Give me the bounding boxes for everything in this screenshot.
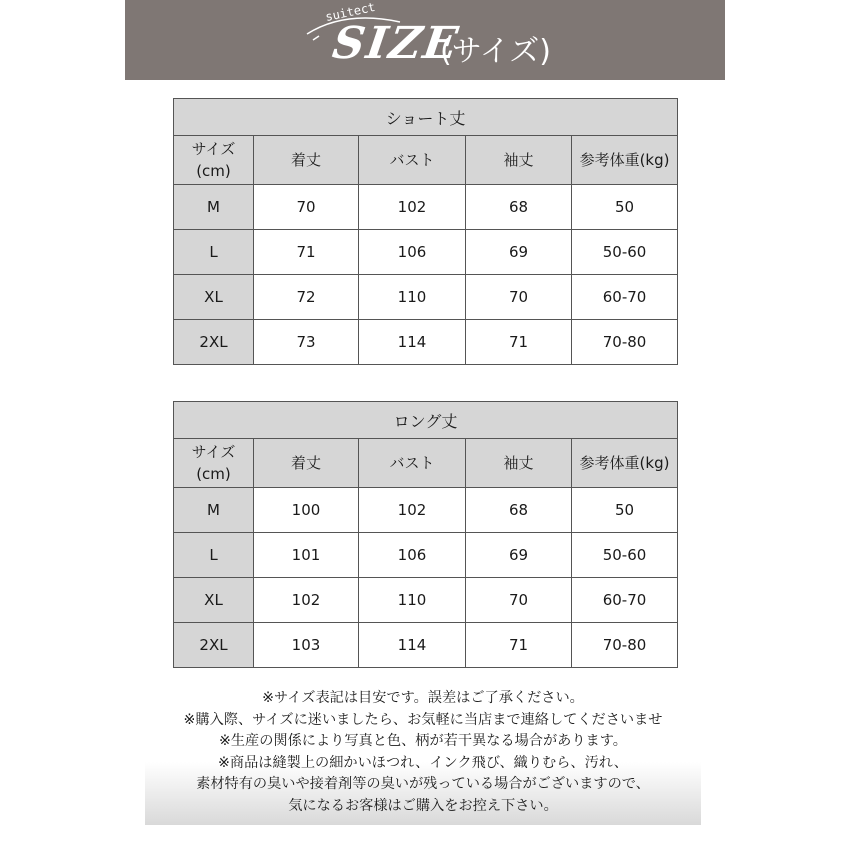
length-cell: 103: [254, 623, 359, 668]
bust-cell: 110: [359, 275, 466, 320]
length-cell: 102: [254, 578, 359, 623]
length-cell: 100: [254, 488, 359, 533]
size-cell: XL: [174, 578, 254, 623]
sleeve-cell: 70: [466, 578, 572, 623]
column-header-bust: バスト: [359, 439, 466, 488]
column-header-size: サイズ (cm): [174, 439, 254, 488]
note-line: ※購入際、サイズに迷いましたら、お気軽に当店まで連絡してくださいませ: [183, 711, 663, 728]
notes-section: [145, 685, 701, 825]
page-title: SIZE: [329, 18, 463, 69]
sleeve-cell: 71: [466, 320, 572, 365]
weight-cell: 60-70: [572, 578, 678, 623]
table-header-row: [174, 136, 678, 185]
length-cell: 70: [254, 185, 359, 230]
column-header-sleeve: 袖丈: [466, 136, 572, 185]
column-header-size: サイズ (cm): [174, 136, 254, 185]
column-header-weight: 参考体重(kg): [572, 439, 678, 488]
weight-cell: 60-70: [572, 275, 678, 320]
table-row: [174, 533, 678, 578]
column-header-length: 着丈: [254, 439, 359, 488]
brand-script: suitect: [324, 0, 377, 25]
table-title: ショート丈: [174, 99, 678, 136]
title-banner: [125, 0, 725, 80]
bust-cell: 102: [359, 488, 466, 533]
table-row: [174, 230, 678, 275]
size-cell: XL: [174, 275, 254, 320]
column-header-length: 着丈: [254, 136, 359, 185]
bust-cell: 114: [359, 320, 466, 365]
bust-cell: 106: [359, 230, 466, 275]
length-cell: 101: [254, 533, 359, 578]
size-cell: M: [174, 488, 254, 533]
weight-cell: 50: [572, 488, 678, 533]
sleeve-cell: 68: [466, 488, 572, 533]
column-header-bust: バスト: [359, 136, 466, 185]
size-cell: M: [174, 185, 254, 230]
sleeve-cell: 70: [466, 275, 572, 320]
note-line: ※サイズ表記は目安です。誤差はご了承ください。: [262, 690, 584, 706]
sleeve-cell: 68: [466, 185, 572, 230]
column-header-weight: 参考体重(kg): [572, 136, 678, 185]
weight-cell: 50: [572, 185, 678, 230]
weight-cell: 50-60: [572, 230, 678, 275]
table-row: [174, 578, 678, 623]
table-row: [174, 488, 678, 533]
table-row: [174, 320, 678, 365]
note-line: 素材特有の臭いや接着剤等の臭いが残っている場合がございますので、: [196, 776, 650, 793]
bust-cell: 110: [359, 578, 466, 623]
banner-logo: [305, 0, 605, 74]
bust-cell: 114: [359, 623, 466, 668]
note-line: ※生産の関係により写真と色、柄が若干異なる場合があります。: [218, 733, 627, 750]
weight-cell: 70-80: [572, 623, 678, 668]
table-row: [174, 275, 678, 320]
sleeve-cell: 71: [466, 623, 572, 668]
page-subtitle: (サイズ): [440, 34, 552, 69]
table-header-row: [174, 439, 678, 488]
length-cell: 71: [254, 230, 359, 275]
sleeve-cell: 69: [466, 230, 572, 275]
note-line: 気になるお客様はご購入をお控え下さい。: [288, 797, 558, 814]
note-line: ※商品は縫製上の細かいほつれ、インク飛び、織りむら、汚れ、: [218, 754, 628, 771]
bust-cell: 106: [359, 533, 466, 578]
weight-cell: 70-80: [572, 320, 678, 365]
table-row: [174, 185, 678, 230]
size-cell: 2XL: [174, 623, 254, 668]
size-cell: 2XL: [174, 320, 254, 365]
weight-cell: 50-60: [572, 533, 678, 578]
size-cell: L: [174, 533, 254, 578]
length-cell: 73: [254, 320, 359, 365]
length-cell: 72: [254, 275, 359, 320]
table-row: [174, 623, 678, 668]
size-cell: L: [174, 230, 254, 275]
short-size-table: [173, 98, 678, 365]
table-title: ロング丈: [174, 402, 678, 439]
bust-cell: 102: [359, 185, 466, 230]
sleeve-cell: 69: [466, 533, 572, 578]
long-size-table: [173, 401, 678, 668]
column-header-sleeve: 袖丈: [466, 439, 572, 488]
